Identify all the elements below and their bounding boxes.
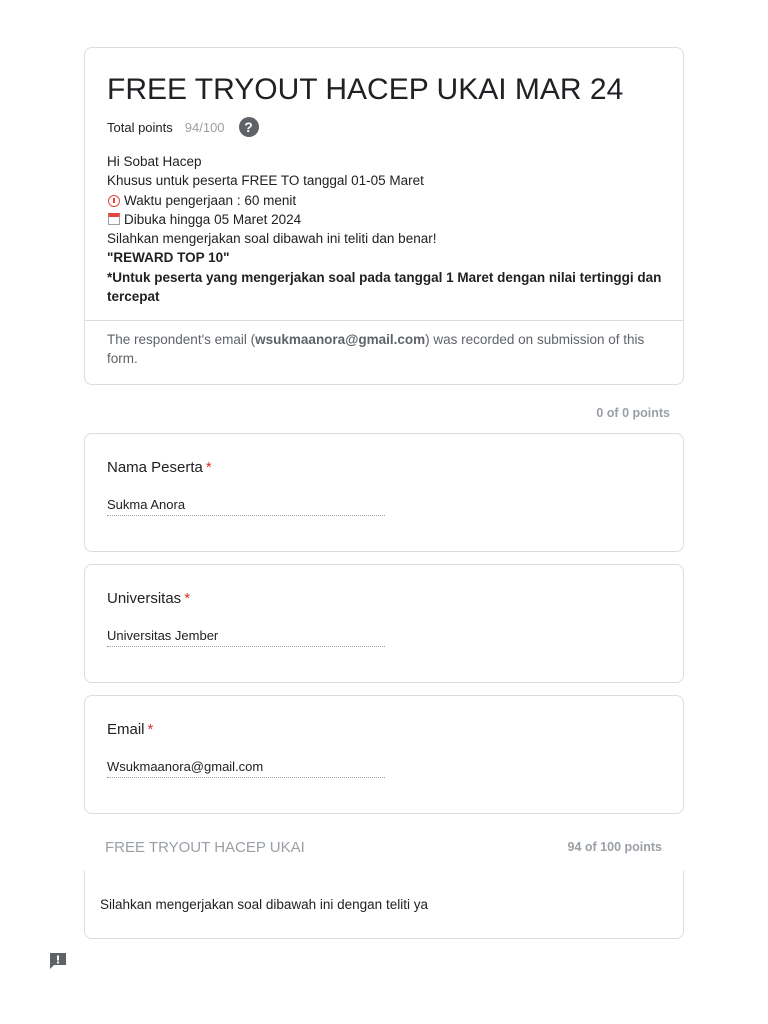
question-title-text: Universitas [107, 590, 182, 607]
description-line: Khusus untuk peserta FREE TO tanggal 01-05 Maret [107, 173, 424, 189]
form-description [107, 152, 667, 306]
description-line-text: Dibuka hingga 05 Maret 2024 [124, 211, 302, 227]
description-reward-note: *Untuk peserta yang mengerjakan soal pada tanggal 1 Maret dengan nilai tertinggi dan tercepat [107, 269, 662, 305]
answer-text: Sukma Anora [107, 496, 385, 516]
recorded-email: wsukmaanora@gmail.com [255, 332, 426, 347]
total-points-value: 94/100 [184, 119, 225, 135]
question-title [107, 459, 212, 476]
total-points-row [107, 116, 259, 138]
answer-text: Universitas Jember [107, 627, 385, 647]
required-asterisk: * [205, 459, 212, 476]
respondent-email-note [107, 330, 657, 368]
question-title [107, 721, 153, 738]
question-title [107, 590, 190, 607]
section-description: Silahkan mengerjakan soal dibawah ini dengan teliti ya [100, 897, 428, 912]
total-points-label: Total points [107, 119, 173, 135]
email-note-prefix: The respondent's email ( [107, 332, 256, 347]
description-line: Silahkan mengerjakan soal dibawah ini teliti dan benar! [107, 231, 437, 247]
question-title-text: Email [107, 721, 145, 738]
question-title-text: Nama Peserta [107, 459, 203, 476]
description-line [107, 191, 667, 210]
question-card-universitas [84, 564, 684, 683]
form-header-card [84, 47, 684, 385]
alarm-clock-icon [107, 193, 121, 207]
help-icon[interactable]: ? [239, 117, 259, 137]
section-title: FREE TRYOUT HACEP UKAI [105, 839, 305, 856]
form-title: FREE TRYOUT HACEP UKAI MAR 24 [107, 73, 624, 106]
email-note-suffix: ) was recorded on submission of this form. [107, 332, 645, 366]
required-asterisk: * [184, 590, 191, 607]
header-divider [85, 320, 683, 321]
report-feedback-icon[interactable] [48, 951, 68, 971]
question-card-nama-peserta [84, 433, 684, 552]
section-points: 0 of 0 points [596, 406, 670, 420]
description-reward-line: "REWARD TOP 10" [107, 250, 230, 266]
description-line [107, 210, 667, 229]
section-description-card [84, 871, 684, 939]
description-line-text: Waktu pengerjaan : 60 menit [124, 192, 297, 208]
answer-text: Wsukmaanora@gmail.com [107, 758, 385, 778]
question-card-email [84, 695, 684, 814]
required-asterisk: * [147, 721, 154, 738]
section-points: 94 of 100 points [567, 840, 662, 854]
description-line: Hi Sobat Hacep [107, 154, 202, 169]
calendar-icon [107, 212, 121, 226]
